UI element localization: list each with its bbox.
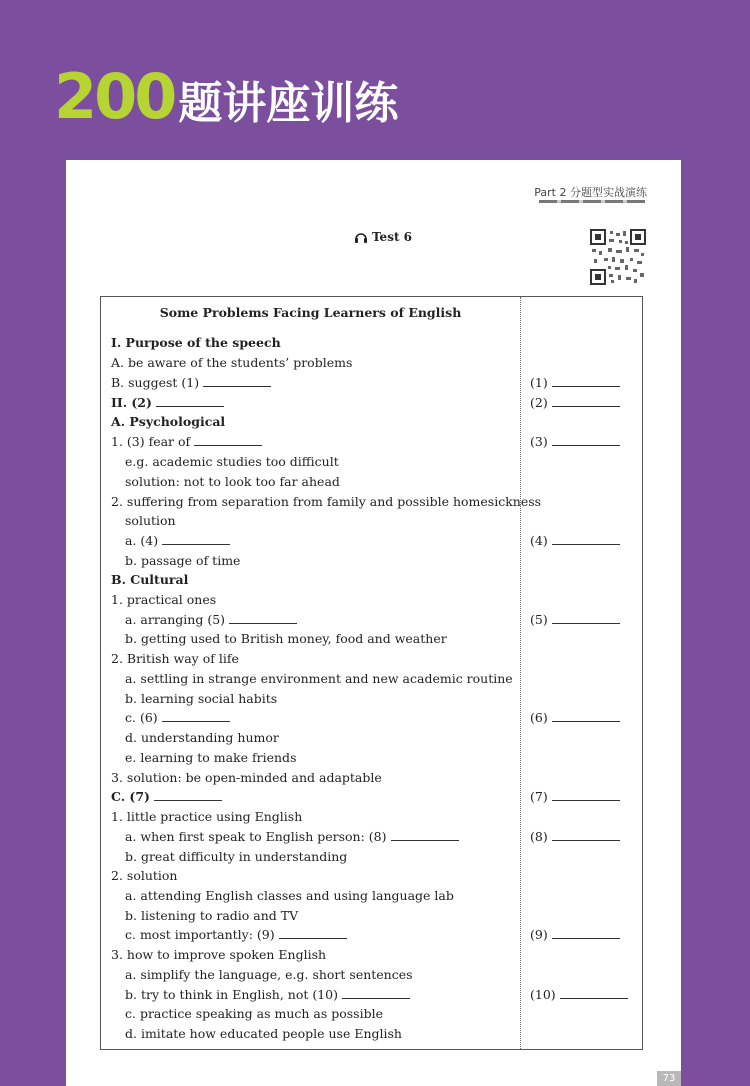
answer-slot[interactable]: (1) bbox=[530, 375, 620, 391]
outline-line: 1. practical ones bbox=[111, 592, 217, 607]
part-divider bbox=[539, 200, 645, 203]
outline-line: II. (2) bbox=[111, 395, 224, 411]
blank-line bbox=[162, 533, 230, 545]
outline-line: B. suggest (1) bbox=[111, 375, 271, 391]
answer-blank[interactable] bbox=[552, 789, 620, 801]
answer-slot[interactable]: (9) bbox=[530, 927, 620, 943]
outline-line: 1. little practice using English bbox=[111, 809, 303, 824]
answer-slot[interactable]: (10) bbox=[530, 987, 628, 1003]
series-brand bbox=[54, 62, 398, 132]
blank-line bbox=[391, 829, 459, 841]
answer-blank[interactable] bbox=[552, 710, 620, 722]
outline-line: A. be aware of the students’ problems bbox=[111, 355, 353, 370]
outline-line: a. attending English classes and using language lab bbox=[125, 888, 454, 903]
outline-line: d. understanding humor bbox=[125, 730, 279, 745]
outline-line: 1. (3) fear of bbox=[111, 434, 262, 450]
outline-line: a. simplify the language, e.g. short sentences bbox=[125, 967, 413, 982]
answer-blank[interactable] bbox=[552, 829, 620, 841]
brand-title: 题讲座训练 bbox=[178, 78, 399, 129]
outline-line: C. (7) bbox=[111, 789, 222, 805]
column-divider bbox=[520, 297, 521, 1049]
outline-line: b. learning social habits bbox=[125, 691, 278, 706]
outline-title: Some Problems Facing Learners of English bbox=[159, 305, 462, 320]
blank-line bbox=[194, 434, 262, 446]
outline-line: c. most importantly: (9) bbox=[125, 927, 347, 943]
outline-line: e.g. academic studies too difficult bbox=[125, 454, 339, 469]
outline-line: 2. suffering from separation from family and possible homesickness bbox=[111, 494, 542, 509]
answer-slot[interactable]: (2) bbox=[530, 395, 620, 411]
outline-line: d. imitate how educated people use English bbox=[125, 1026, 402, 1041]
outline-line: b. getting used to British money, food and weather bbox=[125, 631, 447, 646]
answer-blank[interactable] bbox=[552, 434, 620, 446]
answer-slot[interactable]: (5) bbox=[530, 612, 620, 628]
answer-slot[interactable]: (7) bbox=[530, 789, 620, 805]
outline-line: a. when first speak to English person: (8) bbox=[125, 829, 459, 845]
outline-line: solution bbox=[125, 513, 176, 528]
outline-line: b. passage of time bbox=[125, 553, 241, 568]
outline-line: b. listening to radio and TV bbox=[125, 908, 299, 923]
outline-box bbox=[100, 296, 643, 1050]
outline-line: 2. solution bbox=[111, 868, 178, 883]
outline-line: b. try to think in English, not (10) bbox=[125, 987, 410, 1003]
outline-line: c. (6) bbox=[125, 710, 230, 726]
outline-line: a. (4) bbox=[125, 533, 230, 549]
blank-line bbox=[203, 375, 271, 387]
answer-slot[interactable]: (6) bbox=[530, 710, 620, 726]
outline-line: e. learning to make friends bbox=[125, 750, 297, 765]
answer-blank[interactable] bbox=[552, 927, 620, 939]
blank-line bbox=[156, 395, 224, 407]
answer-blank[interactable] bbox=[552, 612, 620, 624]
blank-line bbox=[154, 789, 222, 801]
page bbox=[66, 160, 681, 1086]
outline-line: B. Cultural bbox=[111, 572, 189, 587]
qr-code-icon[interactable] bbox=[590, 229, 646, 285]
page-number: 73 bbox=[657, 1071, 681, 1086]
outline-line: A. Psychological bbox=[111, 414, 226, 429]
headphone-icon bbox=[354, 231, 368, 243]
answer-blank[interactable] bbox=[552, 395, 620, 407]
answer-slot[interactable]: (3) bbox=[530, 434, 620, 450]
blank-line bbox=[229, 612, 297, 624]
blank-line bbox=[279, 927, 347, 939]
blank-line bbox=[342, 987, 410, 999]
brand-number: 200 bbox=[54, 60, 175, 133]
test-title: Test 6 bbox=[372, 230, 413, 244]
answer-slot[interactable]: (8) bbox=[530, 829, 620, 845]
blank-line bbox=[162, 710, 230, 722]
answer-blank[interactable] bbox=[552, 375, 620, 387]
outline-line: 3. how to improve spoken English bbox=[111, 947, 327, 962]
outline-line: b. great difficulty in understanding bbox=[125, 849, 348, 864]
outline-line: I. Purpose of the speech bbox=[111, 335, 281, 350]
outline-line: solution: not to look too far ahead bbox=[125, 474, 340, 489]
test-heading bbox=[354, 230, 412, 244]
outline-line: 2. British way of life bbox=[111, 651, 239, 666]
answer-blank[interactable] bbox=[560, 987, 628, 999]
answer-slot[interactable]: (4) bbox=[530, 533, 620, 549]
outline-line: c. practice speaking as much as possible bbox=[125, 1006, 383, 1021]
outline-line: 3. solution: be open-minded and adaptable bbox=[111, 770, 382, 785]
answer-blank[interactable] bbox=[552, 533, 620, 545]
outline-line: a. arranging (5) bbox=[125, 612, 297, 628]
part-label: Part 2 分题型实战演练 bbox=[534, 186, 647, 199]
outline-line: a. settling in strange environment and new academic routine bbox=[125, 671, 513, 686]
